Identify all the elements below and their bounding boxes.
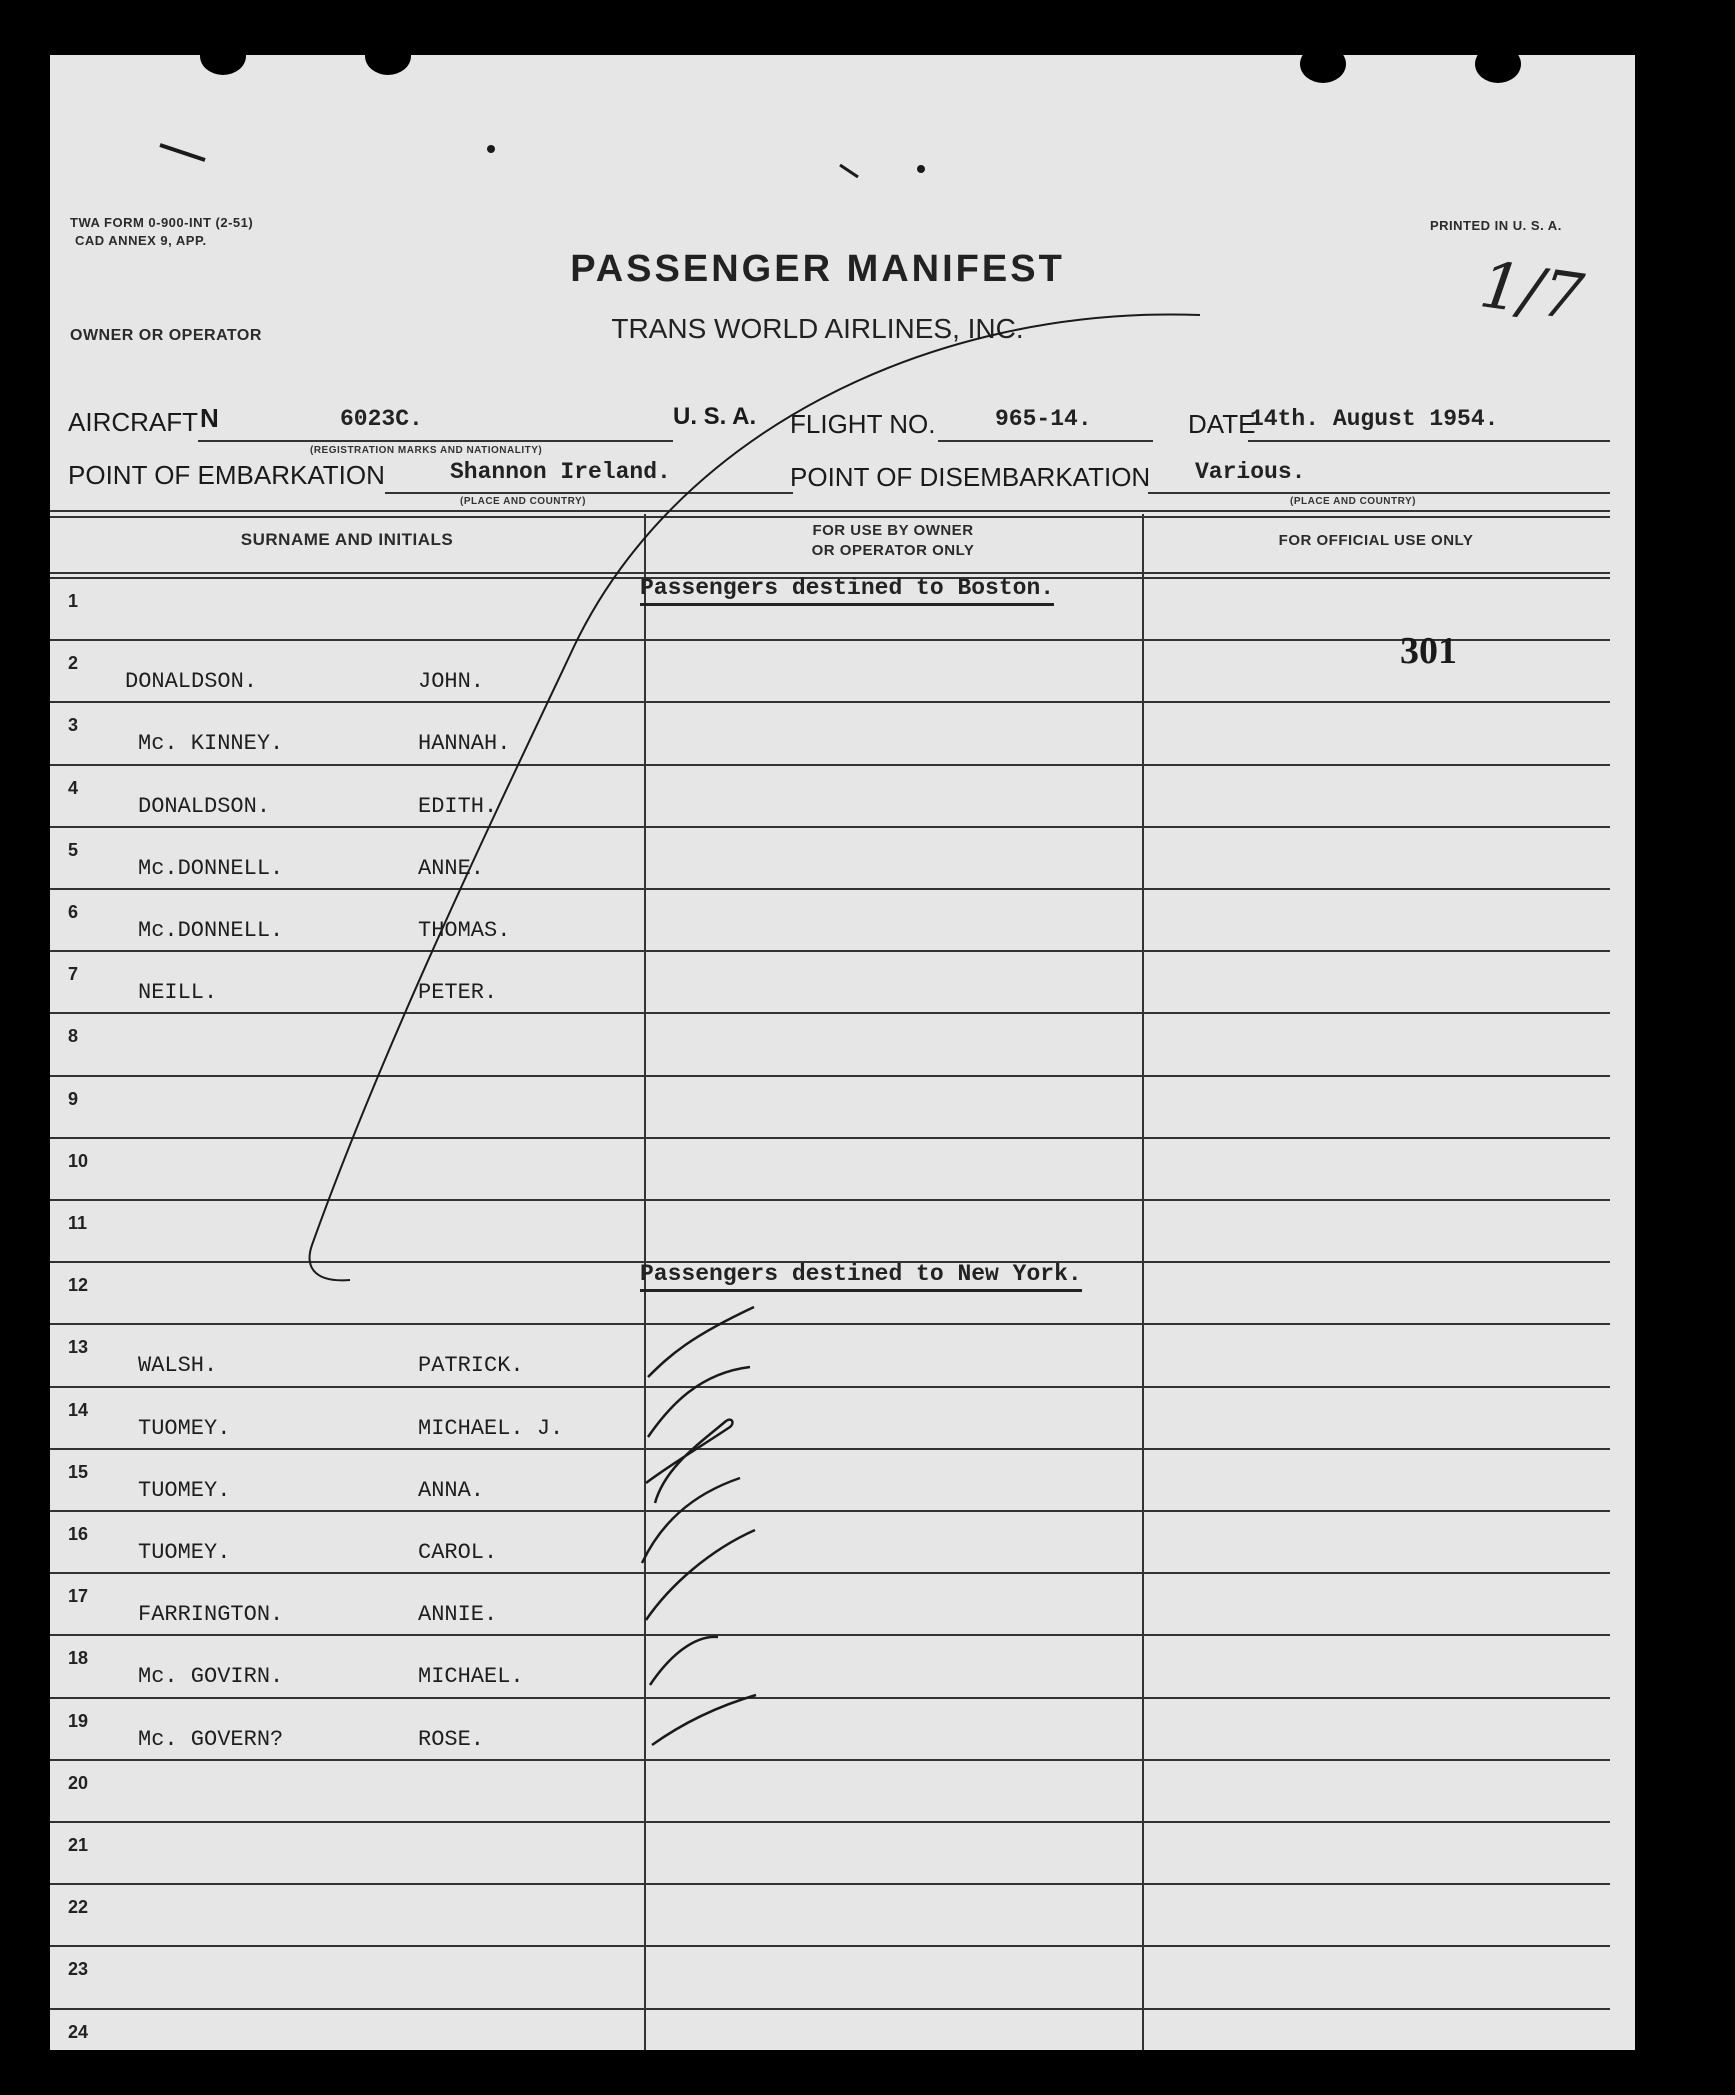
column-header-name: SURNAME AND INITIALS [240, 530, 454, 549]
date-label: DATE [1188, 409, 1256, 439]
row-number: 24 [68, 2022, 89, 2042]
destination-new-york: Passengers destined to New York. [640, 1261, 1082, 1292]
passenger-given-name: ANNE. [418, 856, 485, 881]
row-line [50, 1075, 1610, 1077]
row-number: 15 [68, 1462, 89, 1482]
row-number: 7 [68, 964, 79, 984]
passenger-given-name: THOMAS. [418, 918, 511, 943]
row-number: 5 [68, 840, 79, 860]
passenger-surname: Mc.DONNELL. [138, 856, 284, 881]
column-header-official: FOR OFFICIAL USE ONLY [1278, 532, 1474, 549]
punch-hole [1300, 55, 1346, 83]
row-number: 3 [68, 715, 79, 735]
row-line [50, 1510, 1610, 1512]
embarkation-value: Shannon Ireland. [450, 459, 671, 485]
row-line [50, 1759, 1610, 1761]
stray-mark [160, 145, 205, 160]
row-number: 18 [68, 1648, 89, 1668]
airline-name: TRANS WORLD AIRLINES, INC. [611, 313, 1024, 344]
check-mark [648, 1367, 750, 1437]
handwritten-marks [50, 55, 1635, 2050]
printed-in: PRINTED IN U. S. A. [1430, 218, 1562, 233]
stray-mark [840, 165, 858, 177]
disembarkation-caption: (PLACE AND COUNTRY) [1290, 496, 1416, 507]
aircraft-label: AIRCRAFT [68, 407, 198, 437]
row-line [50, 1697, 1610, 1699]
row-number: 8 [68, 1026, 79, 1046]
form-annex: CAD ANNEX 9, APP. [75, 233, 207, 248]
row-line [50, 950, 1610, 952]
form-code: TWA FORM 0-900-INT (2-51) [70, 215, 254, 230]
passenger-surname: Mc.DONNELL. [138, 918, 284, 943]
passenger-given-name: PETER. [418, 980, 498, 1005]
row-number: 4 [68, 778, 79, 798]
disembarkation-value: Various. [1195, 459, 1306, 485]
row-line [50, 639, 1610, 641]
passenger-surname: TUOMEY. [138, 1540, 231, 1565]
stray-mark [487, 145, 495, 153]
passenger-surname: DONALDSON. [125, 669, 258, 694]
passenger-surname: NEILL. [138, 980, 218, 1005]
official-stamp: 301 [1400, 630, 1457, 672]
punch-hole [1475, 55, 1521, 83]
passenger-given-name: PATRICK. [418, 1353, 524, 1378]
passenger-given-name: CAROL. [418, 1540, 498, 1565]
passenger-surname: FARRINGTON. [138, 1602, 284, 1627]
flight-no-label: FLIGHT NO. [790, 409, 936, 439]
flight-no-value: 965-14. [995, 406, 1092, 432]
row-number: 13 [68, 1337, 89, 1357]
row-line [50, 701, 1610, 703]
column-header-owner-2: OR OPERATOR ONLY [811, 542, 975, 559]
check-mark [648, 1307, 754, 1377]
row-line [50, 1199, 1610, 1201]
date-value: 14th. August 1954. [1250, 406, 1499, 432]
passenger-given-name: ANNA. [418, 1478, 485, 1503]
passenger-surname: Mc. KINNEY. [138, 731, 284, 756]
row-line [50, 1945, 1610, 1947]
row-number: 21 [68, 1835, 89, 1855]
row-number: 20 [68, 1773, 89, 1793]
check-mark [650, 1637, 718, 1685]
registration-caption: (REGISTRATION MARKS AND NATIONALITY) [310, 445, 543, 456]
row-number: 9 [68, 1089, 79, 1109]
stray-mark [917, 165, 925, 173]
passenger-surname: TUOMEY. [138, 1416, 231, 1441]
row-number: 12 [68, 1275, 89, 1295]
row-line [50, 1821, 1610, 1823]
manifest-page [50, 55, 1635, 2050]
check-mark [652, 1695, 756, 1745]
row-line [50, 1137, 1610, 1139]
owner-label: OWNER OR OPERATOR [70, 327, 262, 344]
row-line [50, 1572, 1610, 1574]
row-number: 19 [68, 1711, 89, 1731]
row-number: 22 [68, 1897, 89, 1917]
handwritten-page-number: 1/7 [1475, 248, 1588, 336]
row-number: 14 [68, 1400, 89, 1420]
row-number: 10 [68, 1151, 89, 1171]
punch-hole [365, 55, 411, 75]
check-mark [642, 1478, 740, 1563]
row-line [50, 1323, 1610, 1325]
passenger-surname: TUOMEY. [138, 1478, 231, 1503]
passenger-surname: WALSH. [138, 1353, 218, 1378]
row-number: 17 [68, 1586, 89, 1606]
row-line [50, 888, 1610, 890]
passenger-surname: Mc. GOVIRN. [138, 1664, 284, 1689]
row-number: 2 [68, 653, 79, 673]
embarkation-caption: (PLACE AND COUNTRY) [460, 496, 586, 507]
row-number: 1 [68, 591, 79, 611]
column-header-owner-1: FOR USE BY OWNER [812, 522, 974, 539]
row-line [50, 1634, 1610, 1636]
check-mark [646, 1420, 733, 1503]
page-title: PASSENGER MANIFEST [570, 248, 1065, 290]
punch-hole [200, 55, 246, 75]
passenger-given-name: HANNAH. [418, 731, 511, 756]
passenger-given-name: ANNIE. [418, 1602, 498, 1627]
passenger-given-name: JOHN. [418, 669, 485, 694]
passenger-given-name: MICHAEL. J. [418, 1416, 564, 1441]
disembarkation-label: POINT OF DISEMBARKATION [790, 462, 1151, 492]
row-line [50, 764, 1610, 766]
row-line [50, 1386, 1610, 1388]
passenger-given-name: MICHAEL. [418, 1664, 524, 1689]
row-number: 16 [68, 1524, 89, 1544]
passenger-surname: DONALDSON. [138, 794, 271, 819]
row-line [50, 1883, 1610, 1885]
destination-boston: Passengers destined to Boston. [640, 575, 1054, 606]
passenger-given-name: ROSE. [418, 1727, 485, 1752]
row-number: 6 [68, 902, 79, 922]
nationality: U. S. A. [673, 403, 757, 430]
passenger-given-name: EDITH. [418, 794, 498, 819]
row-line [50, 1448, 1610, 1450]
aircraft-value: 6023C. [340, 406, 423, 432]
row-line [50, 1012, 1610, 1014]
passenger-surname: Mc. GOVERN? [138, 1727, 284, 1752]
row-line [50, 2008, 1610, 2010]
row-number: 11 [68, 1213, 88, 1233]
row-number: 23 [68, 1959, 89, 1979]
aircraft-n: N [200, 403, 219, 433]
embarkation-label: POINT OF EMBARKATION [68, 460, 385, 490]
check-mark [646, 1530, 755, 1620]
row-line [50, 826, 1610, 828]
